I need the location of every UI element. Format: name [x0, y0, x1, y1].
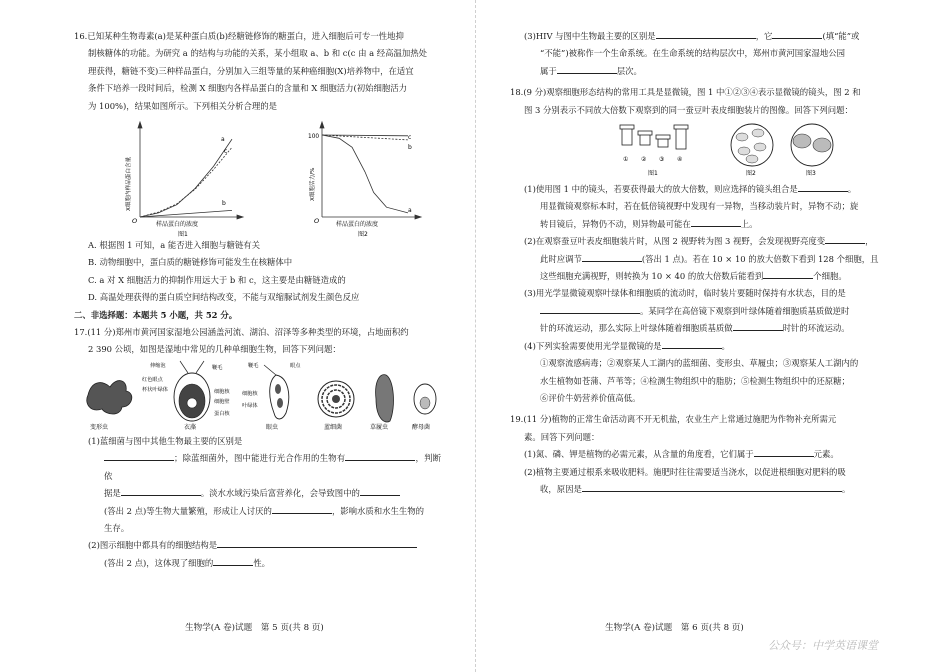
q16-line-4: 条件下培养一段时间后，检测 X 细胞内各样品蛋白的含量和 X 细胞活力(初始细胞活力 — [88, 83, 407, 94]
q18-fig1-caption: 图1 — [648, 170, 658, 178]
q18-p4-line-1 — [510, 338, 910, 355]
q18-p1-line-3 — [510, 216, 910, 233]
q17-p1-text-g: ，影响水质和水生生物的 — [331, 505, 425, 516]
q17-p1-text-a: (1)蓝细菌与图中其他生物最主要的区别是 — [88, 435, 243, 446]
lens-label-1: ① — [623, 156, 629, 164]
q18-p3-text-d: 时针的环流运动。 — [782, 323, 850, 334]
fig2-series-c-line — [322, 135, 408, 136]
q18-fig3-caption: 图3 — [806, 170, 816, 178]
q19-p1-text-b: 元素。 — [813, 449, 839, 460]
q18-p2-text-a: (2)在观察蚕豆叶表皮细胞装片时，从图 2 视野转为图 3 视野，会发现视野亮度变 — [524, 236, 826, 247]
q19-p1-text-a: (1)氮、磷、钾是植物的必需元素，从含量的角度看，它们属于 — [524, 449, 754, 460]
q18-fig2-caption: 图2 — [746, 170, 756, 178]
label-nucleus-2: 细胞核 — [242, 390, 258, 397]
q16-option-d: D. 高温处理获得的蛋白质空间结构改变，不能与双缩脲试剂发生颜色反应 — [88, 292, 360, 303]
fig1-xlabel: 样品蛋白的浓度 — [156, 221, 199, 229]
fig1-ylabel: X细胞内样品蛋白含量 — [126, 156, 132, 212]
answer-blank[interactable] — [691, 218, 741, 227]
q18-p2-line-2 — [510, 251, 910, 268]
organism-paramecium: 草履虫 — [370, 423, 389, 431]
fig2-label-c: c — [408, 134, 412, 142]
q18-p2-line-1 — [510, 233, 910, 250]
q17-p3-text-b: ，它 — [755, 31, 773, 41]
q18-p3-line-2 — [510, 303, 910, 320]
q18-p1-line-1 — [510, 181, 910, 198]
q17-p1-text-c: ，判断依 — [104, 453, 442, 481]
lens-label-2: ② — [641, 156, 647, 164]
answer-blank[interactable] — [825, 235, 865, 244]
q18-p2-text-b: ， — [865, 236, 874, 247]
q17-p2-text-c: 性。 — [253, 557, 271, 568]
answer-blank[interactable] — [213, 557, 253, 566]
q18-p4-line-3: 水生植物如苍蒲、芦苇等；④检测生物组织中的脂肪；⑤检测生物组织中的还原糖； — [540, 375, 850, 386]
q17-p1-line-3 — [74, 485, 441, 502]
organism-euglena: 眼虫 — [266, 423, 279, 431]
right-page-footer: 生物学(A 卷)试题 第 6 页(共 8 页) — [605, 623, 744, 633]
q19-p2-text-b: 收，原因是 — [540, 483, 582, 494]
q19-p2-text-c: 。 — [841, 483, 851, 494]
q18-p3-line-1: (3)用光学显微镜观察叶绿体和细胞质的流动时，临时装片要随时保持有水状态，目的是 — [524, 288, 846, 299]
q17-line-2: 2 390 公顷，如图是湿地中常见的几种单细胞生物，回答下列问题： — [88, 344, 341, 355]
lens-label-3: ③ — [659, 156, 665, 164]
q17-p3-line-1 — [510, 28, 910, 45]
watermark: 公众号：中学英语课堂 — [768, 639, 878, 652]
q17-p2-text-a: (2)图示细胞中都具有的细胞结构是 — [88, 540, 218, 551]
section-2-heading: 二、非选择题：本题共 5 小题，共 52 分。 — [74, 309, 238, 320]
label-eyespot: 眼点 — [290, 362, 301, 369]
question-16 — [74, 28, 441, 307]
q16-option-a: A. 根据图 1 可知，a 能否进入细胞与糖链有关 — [88, 240, 261, 251]
q17-p3-text-f: 层次。 — [616, 65, 642, 76]
q18-p2-text-c: 此时应调节 — [540, 253, 582, 264]
q18-p3-line-3 — [510, 320, 910, 337]
answer-blank[interactable] — [754, 448, 814, 457]
fig2-ylabel: X细胞活力/% — [310, 167, 316, 202]
q17-p3-text-c: (填“能”或 — [822, 31, 860, 41]
fig1-series-c-line — [140, 147, 232, 217]
q17-p3-text-e: 属于 — [540, 65, 557, 76]
q17-p1-line-2 — [74, 450, 441, 485]
question-17 — [74, 324, 441, 572]
fig1-caption: 图1 — [178, 231, 188, 239]
organism-yeast: 酵母菌 — [412, 423, 431, 431]
answer-blank[interactable] — [104, 452, 174, 461]
q18-p2-text-f: 个细胞。 — [813, 271, 847, 282]
q18-p3-text-b: 。某同学在高倍镜下观察到叶绿体随着细胞质基质做逆时 — [640, 305, 850, 316]
answer-blank[interactable] — [772, 30, 822, 39]
q16-option-b: B. 动物细胞中，蛋白质的糖链修饰可能发生在核糖体中 — [88, 257, 293, 268]
q18-p1-line-2: 用显微镜观察标本时，若在低倍镜视野中发现有一异物，当移动装片时，异物不动；旋 — [540, 201, 859, 212]
fig2-label-a: a — [408, 207, 412, 215]
fig1-series-a-line — [140, 139, 232, 217]
question-17-part-3 — [510, 28, 910, 80]
q17-p3-text-a: (3)HIV 与图中生物最主要的区别是 — [524, 31, 656, 41]
label-contractile-vacuole: 伸缩泡 — [150, 362, 166, 369]
answer-blank[interactable] — [540, 305, 640, 314]
q16-option-c: C. a 对 X 细胞活力的抑制作用远大于 b 和 c，这主要是由糖链造成的 — [88, 274, 346, 285]
q17-p1-line-4 — [74, 503, 441, 520]
organism-cyanobacteria: 蓝细菌 — [324, 423, 343, 431]
fig2-xlabel: 样品蛋白的浓度 — [336, 221, 379, 229]
lens-label-4: ④ — [677, 156, 683, 164]
q18-p2-text-d: (答出 1 点)。若在 10 × 10 的放大倍数下看到 128 个细胞，且 — [641, 253, 879, 264]
fig2-label-b: b — [408, 144, 412, 152]
answer-blank[interactable] — [733, 322, 783, 331]
question-18 — [510, 84, 910, 407]
q18-p1-text-e: 上。 — [740, 218, 758, 229]
q17-organisms-figure — [80, 359, 450, 433]
answer-blank[interactable] — [360, 487, 400, 496]
q19-line-1: 19.(11 分)植物的正常生命活动离不开无机盐，农业生产上常通过施肥为作物补充所需元 — [510, 414, 837, 425]
q17-p2-line-1 — [74, 537, 441, 554]
right-page — [475, 0, 950, 672]
q17-line-1: 17.(11 分)郑州市黄河国家湿地公园涵盖河流、湖泊、沼泽等多种类型的环境，占地面积约 — [74, 327, 409, 338]
q18-p1-text-a: (1)使用图 1 中的镜头，若要获得最大的放大倍数，则应选择的镜头组合是 — [524, 184, 798, 195]
label-cup-chloroplast: 杯状叶绿体 — [142, 386, 168, 393]
q17-p2-text-b: (答出 2 点)，这体现了细胞的 — [104, 557, 214, 568]
fig1-label-b: b — [222, 200, 226, 208]
q16-figure-1 — [118, 119, 248, 239]
q19-line-2: 素。回答下列问题： — [524, 431, 600, 442]
q18-p1-text-b: 。 — [847, 184, 857, 195]
organism-chlamydomonas: 衣藻 — [184, 423, 197, 431]
q18-p4-line-4: ⑥评价牛奶营养价值高低。 — [540, 392, 641, 403]
fig1-origin: O — [132, 217, 138, 226]
q18-p2-text-e: 这些细胞充满视野，则转换为 10 × 40 的放大倍数后能看到 — [540, 271, 764, 282]
label-flagellum-2: 鞭毛 — [248, 362, 259, 369]
q16-line-3: 理获得，糖链不变)三种样品蛋白，分别加入三组等量的某种癌细胞(X)培养物中，在适宜 — [88, 65, 414, 76]
q19-p1-line-1 — [510, 446, 910, 463]
q16-figure-2 — [296, 119, 426, 239]
q17-p1-text-e: 。淡水水域污染后富营养化，会导致图中的 — [200, 488, 360, 499]
q17-p3-line-3 — [510, 63, 910, 80]
label-nucleus-1: 细胞核 — [214, 388, 230, 395]
q18-p4-line-2: ①观察流感病毒；②观察某人工湖内的蓝细菌、变形虫、草履虫；③观察某人工湖内的 — [540, 358, 859, 369]
answer-blank[interactable] — [582, 483, 842, 492]
q18-p2-line-3 — [510, 268, 910, 285]
q18-p4-text-b: 。 — [721, 340, 730, 351]
q16-line-5: 为 100%)，结果如图所示。下列相关分析合理的是 — [88, 100, 277, 111]
answer-blank[interactable] — [345, 452, 415, 461]
q17-p2-line-2 — [74, 555, 441, 572]
organism-amoeba: 变形虫 — [90, 423, 109, 431]
q17-p1-text-d: 据是 — [104, 488, 121, 499]
fig1-label-c: c — [224, 148, 228, 156]
label-pyrenoid: 蛋白核 — [214, 410, 230, 417]
q17-p1-text-f: (答出 2 点)等生物大量繁殖，形成让人讨厌的 — [104, 505, 272, 516]
q16-line-1: 16.已知某种生物毒素(a)是某种蛋白质(b)经糖链修饰的糖蛋白，进入细胞后可专一性地抑 — [74, 31, 404, 41]
answer-blank[interactable] — [582, 253, 642, 262]
label-cell-wall: 细胞壁 — [214, 398, 230, 405]
answer-blank[interactable] — [763, 270, 813, 279]
q18-p3-text-c: 针的环流运动，那么实际上叶绿体随着细胞质基质做 — [540, 323, 733, 334]
q19-p2-line-1: (2)植物主要通过根系来吸收肥料。施肥时往往需要适当浇水，以促进根细胞对肥料的吸 — [524, 466, 846, 477]
q18-p4-text-a: (4)下列实验需要使用光学显微镜的是 — [524, 340, 662, 351]
question-19 — [510, 411, 910, 498]
left-page-footer: 生物学(A 卷)试题 第 5 页(共 8 页) — [185, 623, 324, 633]
answer-blank[interactable] — [662, 340, 722, 349]
fig1-label-a: a — [221, 136, 225, 144]
q17-p3-line-2: “不能”)被称作一个生命系统。在生命系统的结构层次中，郑州市黄河国家湿地公园 — [540, 48, 845, 59]
q17-p1-line-5: 生存。 — [104, 522, 130, 533]
label-red-eyespot: 红色眼点 — [142, 376, 163, 383]
fig2-ytick-100: 100 — [308, 134, 320, 141]
answer-blank[interactable] — [656, 30, 756, 39]
answer-blank[interactable] — [798, 183, 848, 192]
answer-blank[interactable] — [272, 505, 332, 514]
q17-p1-text-b: ；除蓝细菌外，图中能进行光合作用的生物有 — [174, 453, 346, 464]
fig2-origin: O — [314, 217, 320, 226]
q16-figures — [74, 115, 441, 237]
fig2-series-a-line — [322, 135, 408, 213]
label-flagellum-1: 鞭毛 — [212, 364, 223, 371]
label-chloroplast: 叶绿体 — [242, 402, 258, 409]
answer-blank[interactable] — [557, 65, 617, 74]
q18-figures — [520, 119, 920, 181]
q19-p2-line-2 — [510, 481, 910, 498]
q18-p1-text-d: 转目镜后，异物仍不动，则异物最可能在 — [540, 218, 691, 229]
answer-blank[interactable] — [217, 539, 417, 548]
q16-line-2: 制核糖体的功能。为研究 a 的结构与功能的关系，某小组取 a、b 和 c(c 由 a 经高温加热处 — [88, 48, 428, 59]
q18-line-2: 图 3 分别表示不同放大倍数下观察到的同一蚕豆叶表皮细胞装片的图像。回答下列问题： — [524, 104, 853, 115]
fig2-caption: 图2 — [358, 231, 368, 239]
answer-blank[interactable] — [121, 487, 201, 496]
q18-line-1: 18.(9 分)观察细胞形态结构的常用工具是显微镜，图 1 中①②③④表示显微镜的镜头，图 2 和 — [510, 87, 861, 98]
amoeba-drawing — [87, 380, 132, 413]
q17-p1-line-1 — [74, 433, 441, 450]
